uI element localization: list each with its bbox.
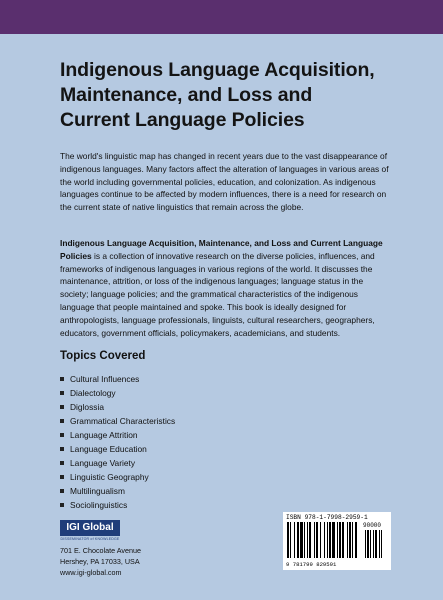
bullet-icon (60, 419, 64, 423)
barcode-bar (300, 522, 303, 558)
description-bold-title: Indigenous Language Acquisition, Maintenance, and Loss and Current Language Policies (60, 238, 383, 261)
topic-label: Dialectology (70, 388, 116, 398)
barcode-bar (314, 522, 315, 558)
topic-item (60, 470, 260, 484)
barcode-bar (309, 522, 311, 558)
topic-label: Language Education (70, 444, 147, 454)
website-link[interactable]: www.igi-global.com (60, 568, 122, 577)
topic-item (60, 456, 260, 470)
topic-label: Language Attrition (70, 430, 138, 440)
barcode-bar (337, 522, 338, 558)
barcode-addon-bar (370, 530, 371, 558)
topic-label: Grammatical Characteristics (70, 416, 176, 426)
bullet-icon (60, 475, 64, 479)
publisher-address (60, 545, 141, 578)
topic-item (60, 414, 260, 428)
logo-tagline: DISSEMINATOR of KNOWLEDGE (60, 537, 120, 541)
bullet-icon (60, 391, 64, 395)
publisher-logo (60, 520, 120, 542)
topic-item (60, 498, 260, 512)
topic-label: Cultural Influences (70, 374, 140, 384)
bullet-icon (60, 503, 64, 507)
barcode-bars (287, 522, 387, 560)
topic-item (60, 400, 260, 414)
barcode-bar (287, 522, 289, 558)
barcode-bar (342, 522, 344, 558)
top-color-band (0, 0, 443, 34)
topic-label: Diglossia (70, 402, 104, 412)
bullet-icon (60, 447, 64, 451)
title-line: Current Language Policies (60, 109, 305, 131)
topic-item (60, 372, 260, 386)
intro-paragraph: The world's linguistic map has changed in recent years due to the vast disappearance of indigenous languages. Many factors affect the alteration of languages in various areas of the world including governmental policies, education, and colonization. As indigenous languages continue to be affected by modern influences, there is a need for research on the current state of native linguistics that remain across the globe. (60, 151, 389, 213)
barcode-bar (355, 522, 357, 558)
barcode-bar (347, 522, 348, 558)
topic-label: Language Variety (70, 458, 136, 468)
barcode-addon-bar (381, 530, 382, 558)
barcode-addon-bar (373, 530, 374, 558)
barcode-bar (349, 522, 351, 558)
title-line: Maintenance, and Loss and (60, 84, 313, 106)
isbn-barcode (283, 512, 391, 570)
barcode-bar (352, 522, 353, 558)
topic-label: Multilingualism (70, 486, 125, 496)
address-line: 701 E. Chocolate Avenue (60, 546, 141, 555)
bullet-icon (60, 461, 64, 465)
book-title (60, 58, 400, 133)
barcode-addon-bar (379, 530, 380, 558)
barcode-bar (297, 522, 299, 558)
bullet-icon (60, 433, 64, 437)
barcode-bar (307, 522, 308, 558)
description-text: is a collection of innovative research on the diverse policies, influences, and frameworks of indigenous languages in various regions of the world. It discusses the maintenance, attrition, or loss of the indigenous languages; language status in the society; language policies; and the grammatical characteristics of the indigenous language that people maintained and spoke. This book is ideally designed for anthropologists, language professionals, linguists, cultural researchers, geographers, educators, government officials, policymakers, academicians, and students. (60, 250, 375, 338)
barcode-addon-bar (367, 530, 369, 558)
description-paragraph (60, 237, 390, 339)
topic-label: Sociolinguistics (70, 500, 128, 510)
topic-item (60, 386, 260, 400)
barcode-addon-bar (365, 530, 366, 558)
barcode-bar (324, 522, 325, 558)
barcode-number: 9 781799 829591 (286, 561, 337, 568)
barcode-bar (290, 522, 291, 558)
price-code: 90000 (363, 522, 382, 529)
topic-item (60, 442, 260, 456)
barcode-bar (329, 522, 331, 558)
title-line: Indigenous Language Acquisition, (60, 59, 375, 81)
barcode-bar (294, 522, 295, 558)
bullet-icon (60, 377, 64, 381)
address-line: Hershey, PA 17033, USA (60, 557, 140, 566)
barcode-bar (327, 522, 328, 558)
barcode-bar (332, 522, 335, 558)
isbn-label: ISBN 978-1-7998-2959-1 (286, 514, 368, 521)
barcode-bar (339, 522, 341, 558)
topics-heading: Topics Covered (60, 350, 146, 362)
barcode-addon-bar (375, 530, 377, 558)
bullet-icon (60, 489, 64, 493)
logo-text: IGI Global (60, 520, 120, 536)
topic-item (60, 428, 260, 442)
barcode-bar (320, 522, 321, 558)
topic-label: Linguistic Geography (70, 472, 149, 482)
barcode-bar (304, 522, 305, 558)
barcode-bar (316, 522, 318, 558)
bullet-icon (60, 405, 64, 409)
topics-list (60, 372, 260, 512)
topic-item (60, 484, 260, 498)
